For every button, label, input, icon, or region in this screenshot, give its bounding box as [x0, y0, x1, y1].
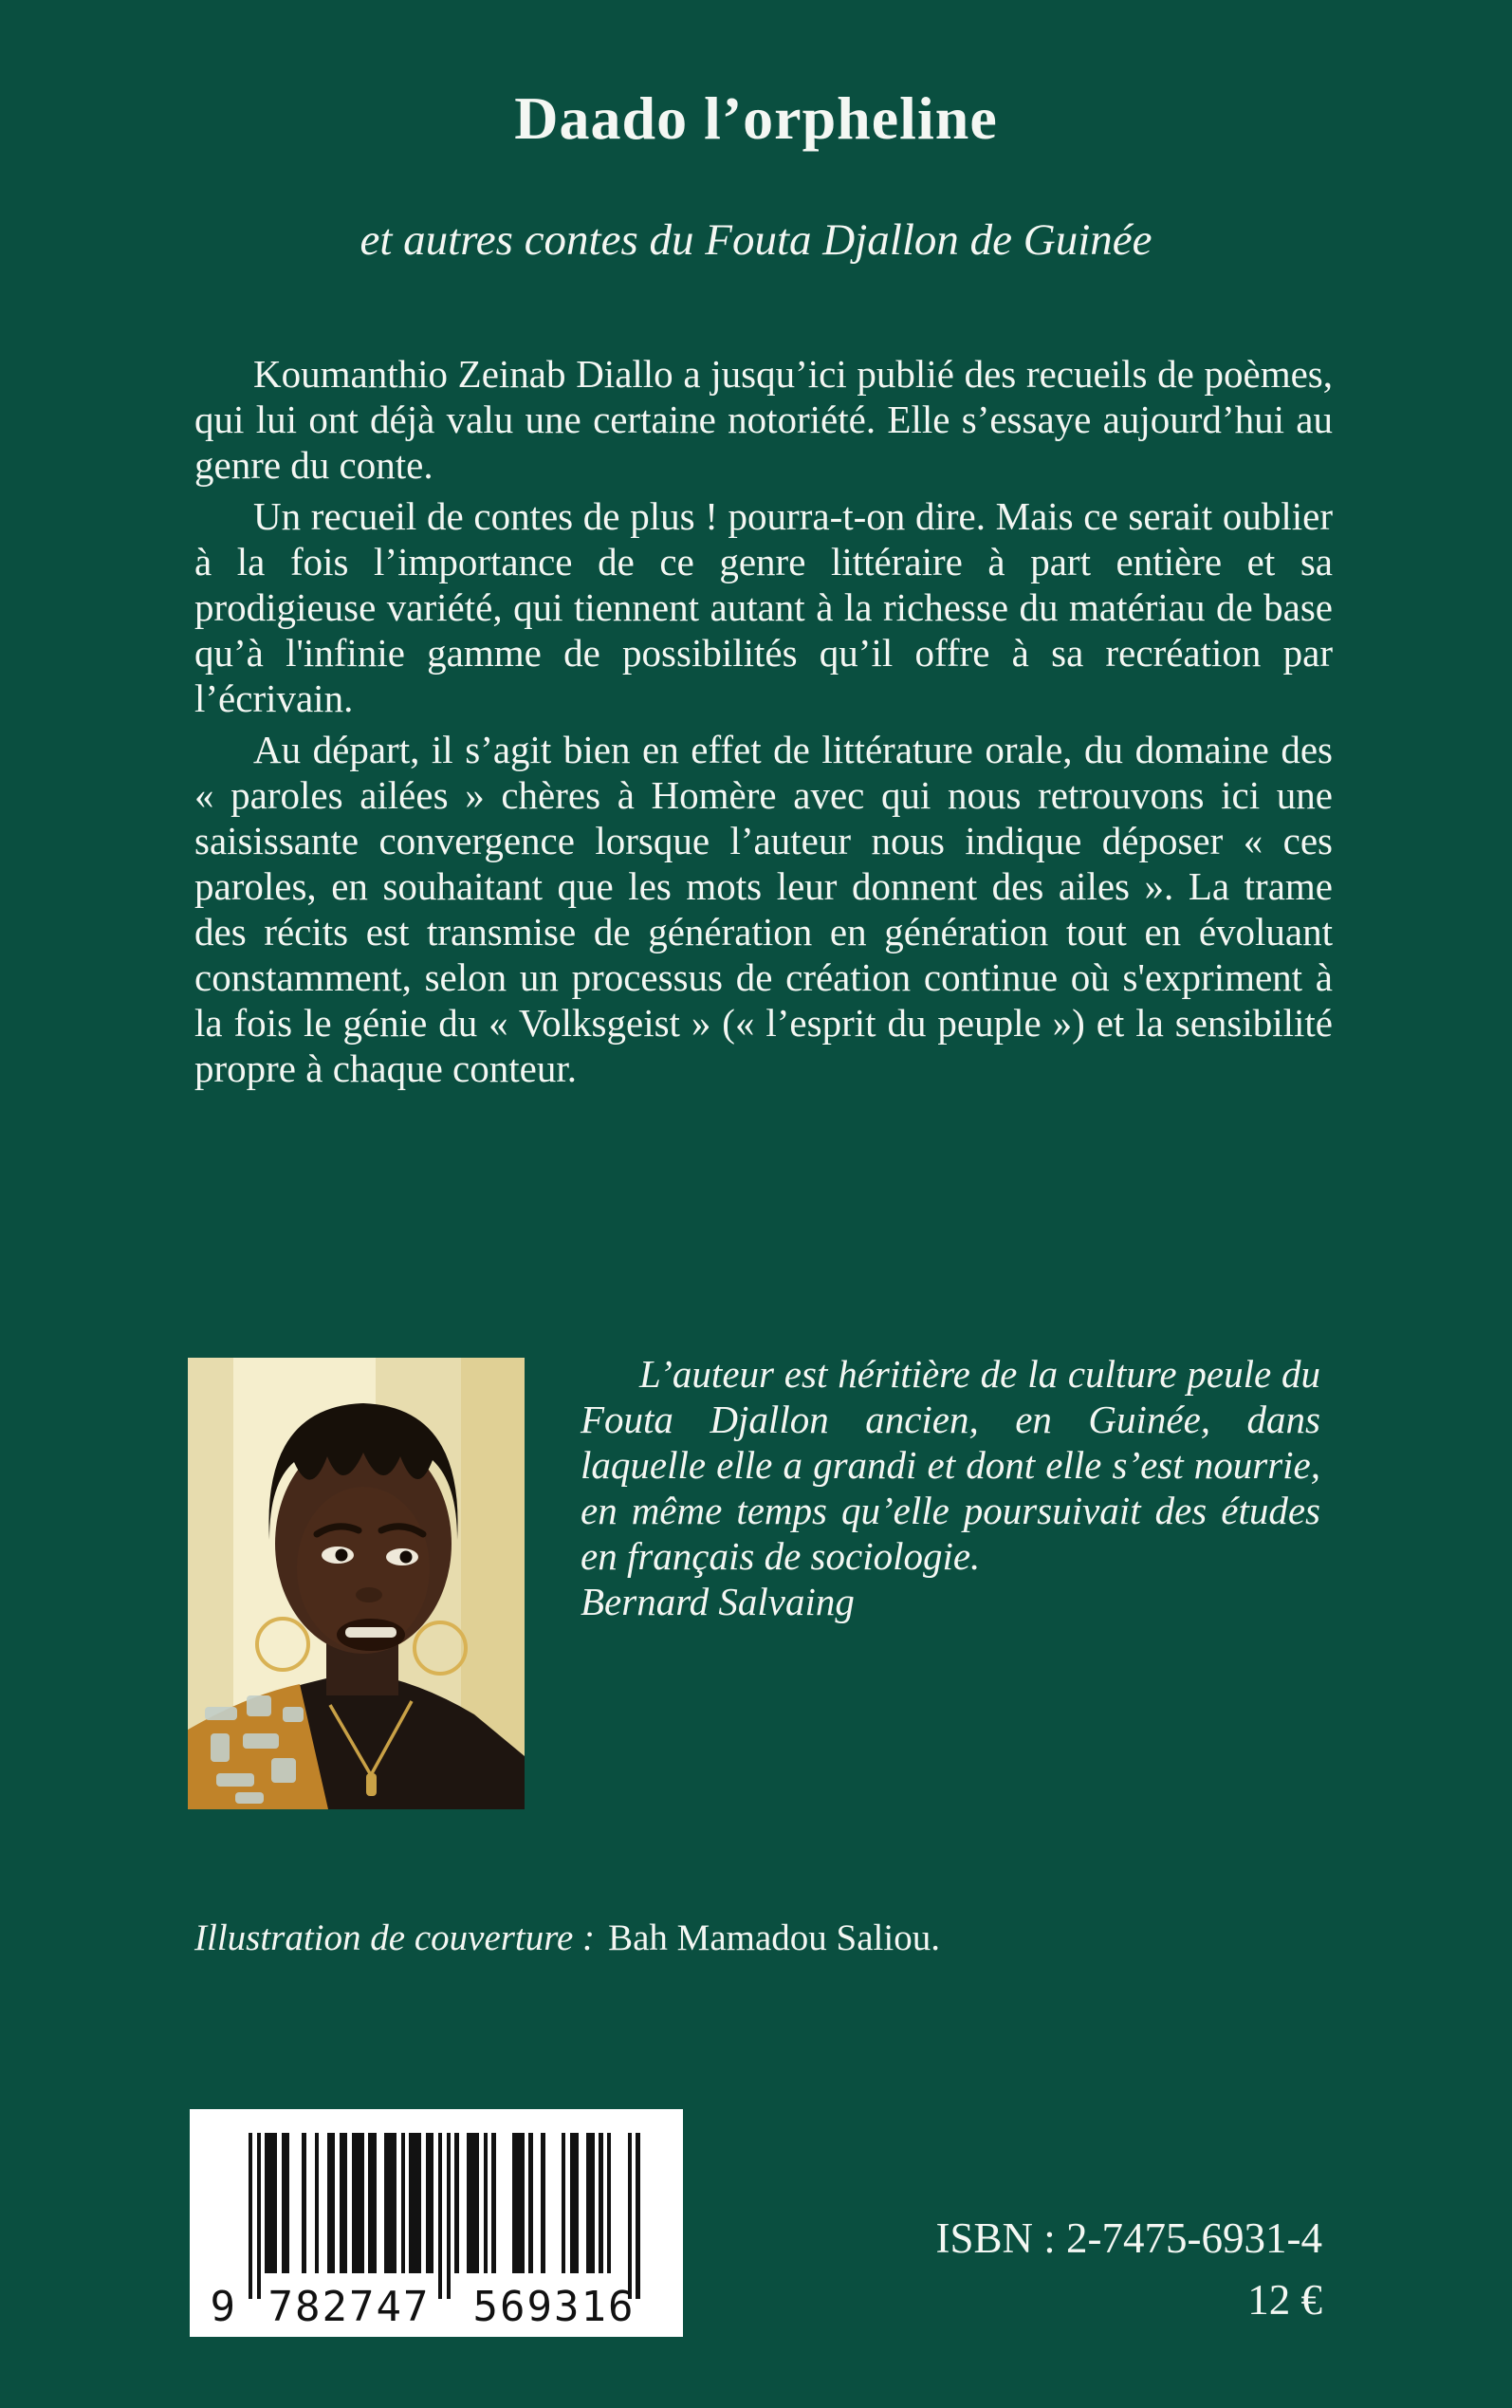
barcode-digits-group2: 569316: [472, 2283, 636, 2331]
barcode: [190, 2109, 683, 2337]
book-title: Daado l’orpheline: [514, 84, 998, 152]
blurb-paragraph-3: Au départ, il s’agit bien en effet de littérature orale, du domaine des « paroles ailées » chères à Homère avec qui nous retrouvons ici une saisissante convergence lorsque l’auteur nous indique déposer « ces paroles, en souhaitant que les mots leur donnent des ailes ». La trame des récits est transmise de génération en génération tout en évoluant constamment, selon un processus de création continue où s'expriment à la fois le génie du « Volksgeist » (« l’esprit du peuple ») et la sensibilité propre à chaque conteur.: [194, 728, 1333, 1090]
author-photo: [188, 1358, 525, 1809]
barcode-digit-left: 9: [210, 2283, 235, 2331]
isbn-text: ISBN : 2-7475-6931-4: [935, 2214, 1322, 2262]
blurb-paragraph-2: Un recueil de contes de plus ! pourra-t-on dire. Mais ce serait oublier à la fois l’importance de ce genre littéraire à part entière et sa prodigieuse variété, qui tiennent autant à la richesse du matériau de base qu’à l'infinie gamme de possibilités qu’il offre à sa recréation par l’écrivain.: [194, 494, 1333, 720]
author-portrait-illustration: [188, 1358, 525, 1809]
cover-illustration-credit: [194, 1917, 1333, 1959]
price-text: 12 €: [1247, 2276, 1322, 2324]
barcode-digits: [190, 2283, 683, 2333]
credit-name: Bah Mamadou Saliou.: [608, 1917, 940, 1958]
book-subtitle: et autres contes du Fouta Djallon de Guinée: [360, 215, 1152, 265]
blurb-paragraph-1: Koumanthio Zeinab Diallo a jusqu’ici publié des recueils de poèmes, qui lui ont déjà valu une certaine notoriété. Elle s’essaye aujourd’hui au genre du conte.: [194, 352, 1333, 487]
credit-label: Illustration de couverture :: [194, 1917, 596, 1958]
barcode-digits-group1: 782747: [267, 2283, 431, 2331]
author-quote: [581, 1351, 1320, 1624]
barcode-bars: [249, 2133, 639, 2299]
quote-attribution: Bernard Salvaing: [581, 1580, 855, 1623]
back-cover-blurb: [194, 351, 1333, 1097]
quote-text: L’auteur est héritière de la culture peule du Fouta Djallon ancien, en Guinée, dans laquelle elle a grandi et dont elle s’est nourrie, en même temps qu’elle poursuivait des études en français de sociologie.: [581, 1352, 1320, 1578]
